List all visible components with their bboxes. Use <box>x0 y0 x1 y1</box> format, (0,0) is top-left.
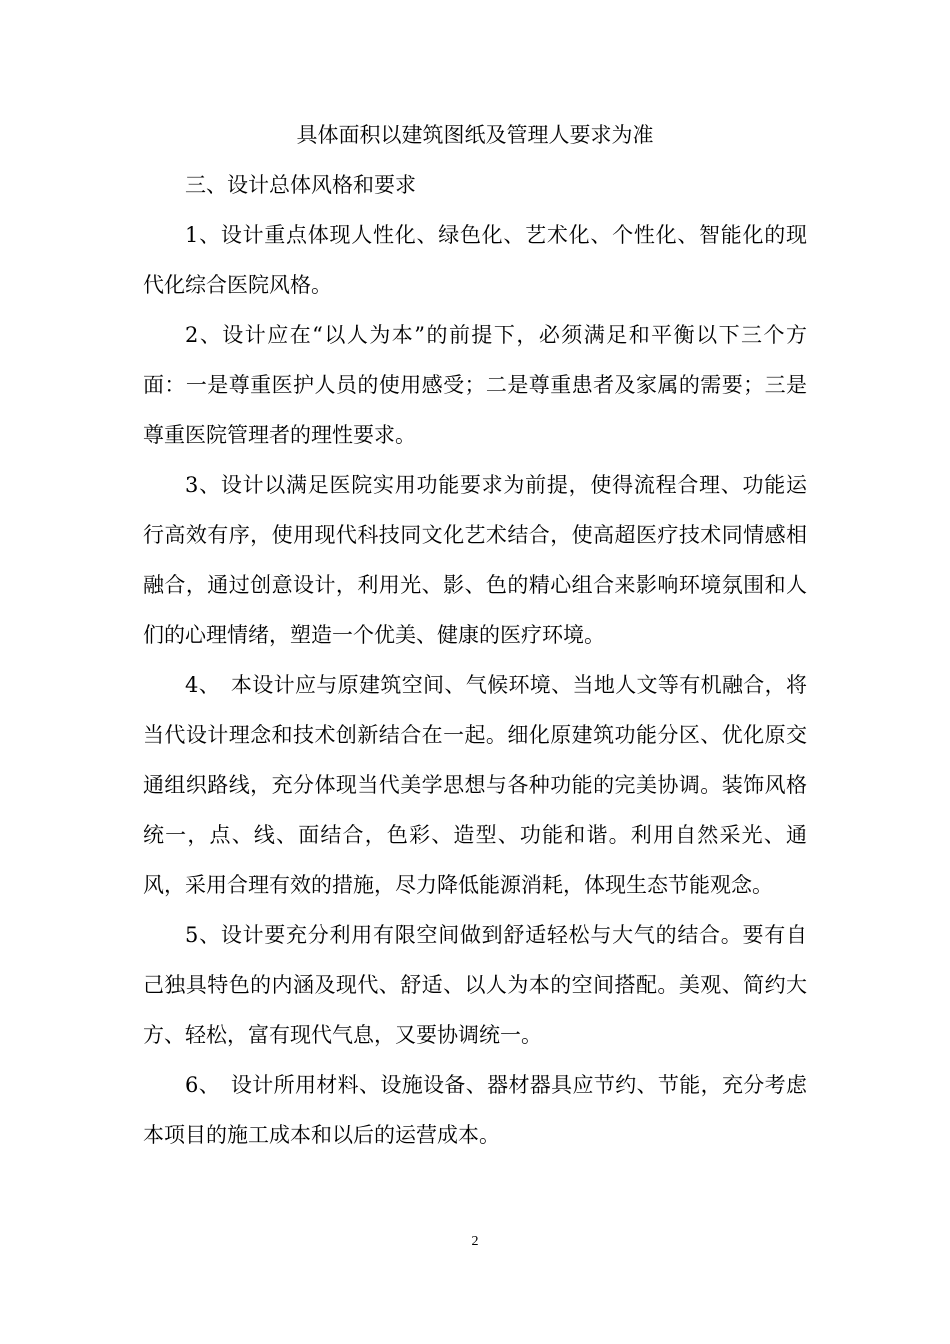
paragraph-1: 1、设计重点体现人性化、绿色化、艺术化、个性化、智能化的现代化综合医院风格。 <box>143 223 807 297</box>
paragraph-6: 6、 设计所用材料、设施设备、器材器具应节约、节能，充分考虑本项目的施工成本和以后的运营成本。 <box>143 1073 807 1147</box>
document-body <box>143 110 807 1160</box>
page-number: 2 <box>471 1234 479 1249</box>
paragraph-2: 2、设计应在“以人为本”的前提下，必须满足和平衡以下三个方面：一是尊重医护人员的使用感受；二是尊重患者及家属的需要；三是尊重医院管理者的理性要求。 <box>143 323 807 447</box>
area-note-line: 具体面积以建筑图纸及管理人要求为准 <box>296 123 654 147</box>
section-heading: 三、设计总体风格和要求 <box>185 173 416 197</box>
paragraph-4: 4、 本设计应与原建筑空间、气候环境、当地人文等有机融合，将当代设计理念和技术创新结合在一起。细化原建筑功能分区、优化原交通组织路线，充分体现当代美学思想与各种功能的完美协调。装饰风格统一，点、线、面结合，色彩、造型、功能和谐。利用自然采光、通风，采用合理有效的措施，尽力降低能源消耗，体现生态节能观念。 <box>143 673 807 897</box>
paragraph-5: 5、设计要充分利用有限空间做到舒适轻松与大气的结合。要有自己独具特色的内涵及现代、舒适、以人为本的空间搭配。美观、简约大方、轻松，富有现代气息，又要协调统一。 <box>143 923 807 1047</box>
paragraph-3: 3、设计以满足医院实用功能要求为前提，使得流程合理、功能运行高效有序，使用现代科技同文化艺术结合，使高超医疗技术同情感相融合，通过创意设计，利用光、影、色的精心组合来影响环境氛围和人们的心理情绪，塑造一个优美、健康的医疗环境。 <box>143 473 807 647</box>
